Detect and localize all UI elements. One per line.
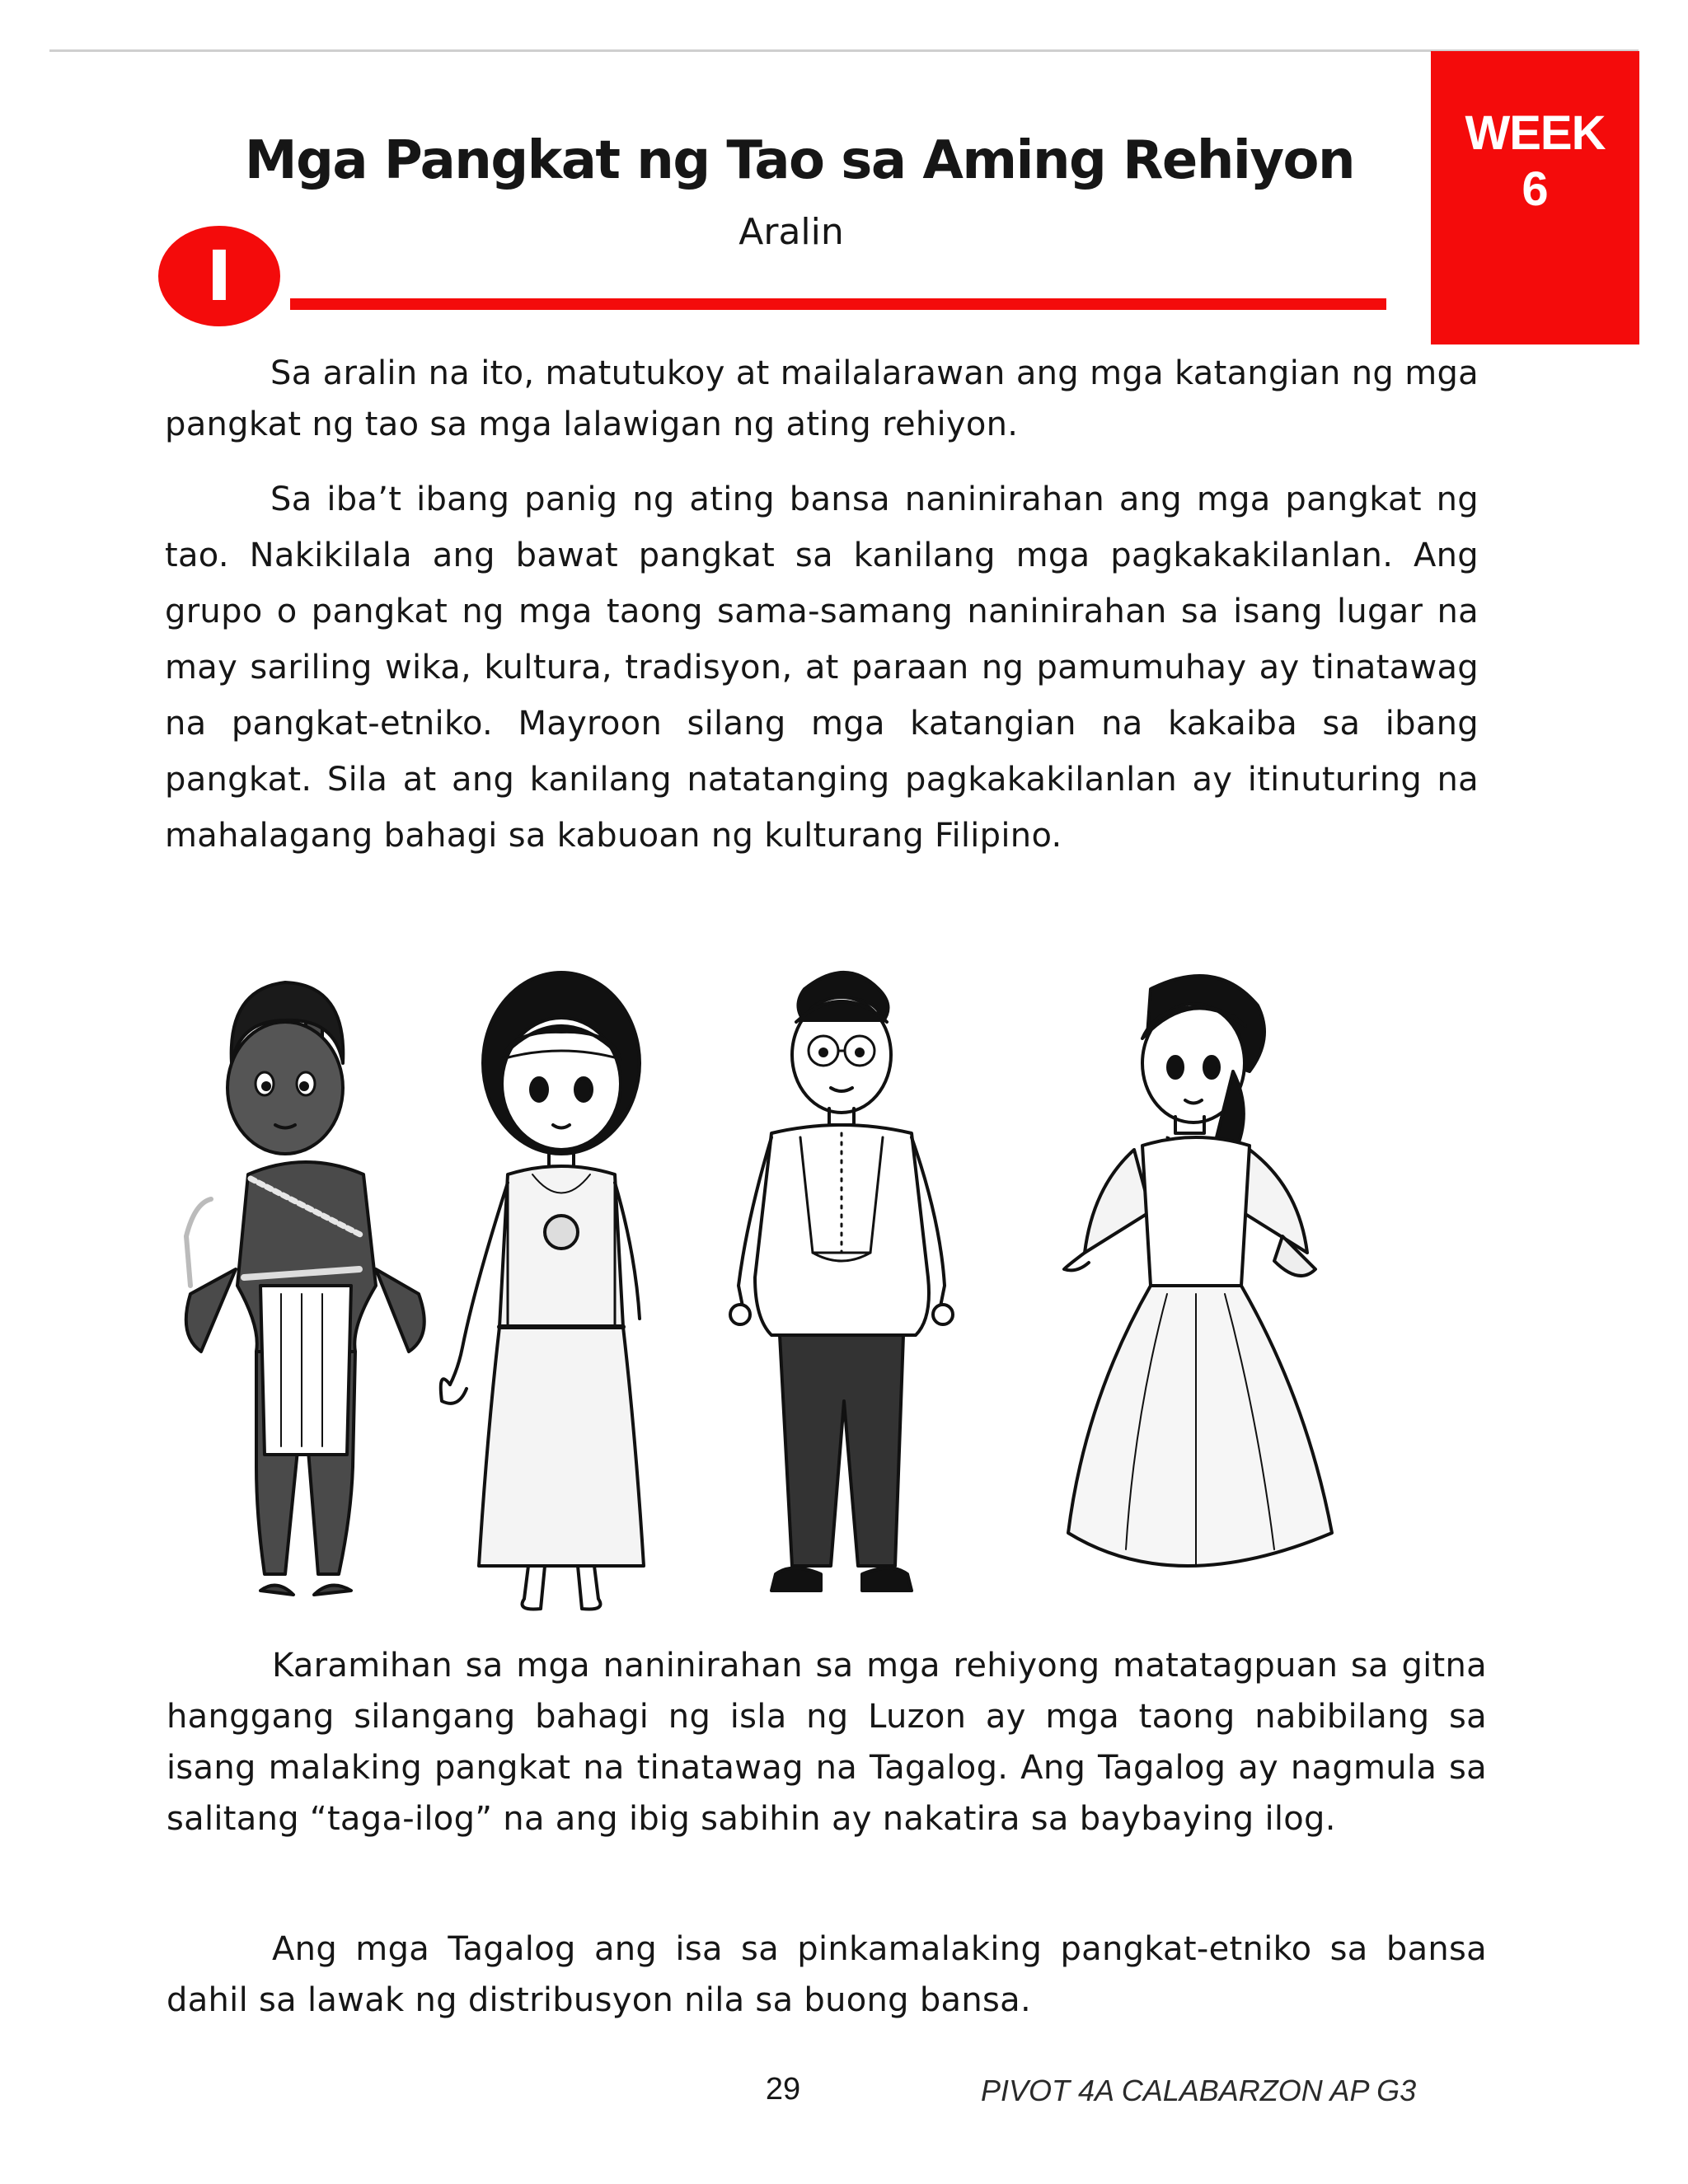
week-label: WEEK: [1465, 106, 1606, 160]
title-underline: [290, 298, 1386, 310]
woman-in-filipiniana-gown-figure: [1064, 976, 1332, 1566]
paragraph-4-text: Ang mga Tagalog ang isa sa pinkamalaking pangkat-etniko sa bansa dahil sa lawak ng distribusyon nila sa buong bansa.: [166, 1930, 1487, 2019]
girl-in-tube-dress-figure: [441, 972, 644, 1610]
paragraph-3: [166, 1640, 1487, 1844]
paragraph-4: [166, 1924, 1487, 2026]
page-number: 29: [765, 2072, 801, 2107]
paragraph-3-text: Karamihan sa mga naninirahan sa mga rehiyong matatagpuan sa gitna hanggang silangang bahagi ng isla ng Luzon ay mga taong nabibilang sa isang malaking pangkat na tinatawag na Tagalog. Ang Tagalog ay nagmula sa salitang “taga-ilog” na ang ibig sabihin ay nakatira sa baybaying ilog.: [166, 1647, 1487, 1838]
page-title: Mga Pangkat ng Tao sa Aming Rehiyon: [244, 130, 1355, 191]
paragraph-2-text: Sa iba’t ibang panig ng ating bansa naninirahan ang mga pangkat ng tao. Nakikilala ang bawat pangkat sa kanilang mga pagkakakilanlan. Ang grupo o pangkat ng mga taong sama-samang naninirahan sa isang lugar na may sariling wika, kultura, tradisyon, at paraan ng pamumuhay ay tinatawag na pangkat-etniko. Mayroon silang mga katangian na kakaiba sa ibang pangkat. Sila at ang kanilang natatanging pagkakakilanlan ay itinuturing na mahalagang bahagi sa kabuoan ng kulturang Filipino.: [165, 480, 1479, 855]
paragraph-1-text: Sa aralin na ito, matutukoy at mailalarawan ang mga katangian ng mga pangkat ng tao sa mga lalawigan ng ating rehiyon.: [165, 354, 1479, 443]
week-badge: [1431, 51, 1639, 344]
section-marker: I: [158, 226, 280, 326]
boy-in-barong-figure: [730, 972, 953, 1591]
aeta-boy-figure: [186, 982, 424, 1595]
top-rule: [49, 49, 1639, 52]
page-subtitle: Aralin: [738, 211, 844, 253]
series-tag: PIVOT 4A CALABARZON AP G3: [981, 2074, 1417, 2107]
paragraph-1: [165, 348, 1479, 450]
week-number: 6: [1522, 162, 1549, 216]
ethnic-groups-illustration: [162, 940, 1497, 1632]
paragraph-2: [165, 471, 1479, 864]
